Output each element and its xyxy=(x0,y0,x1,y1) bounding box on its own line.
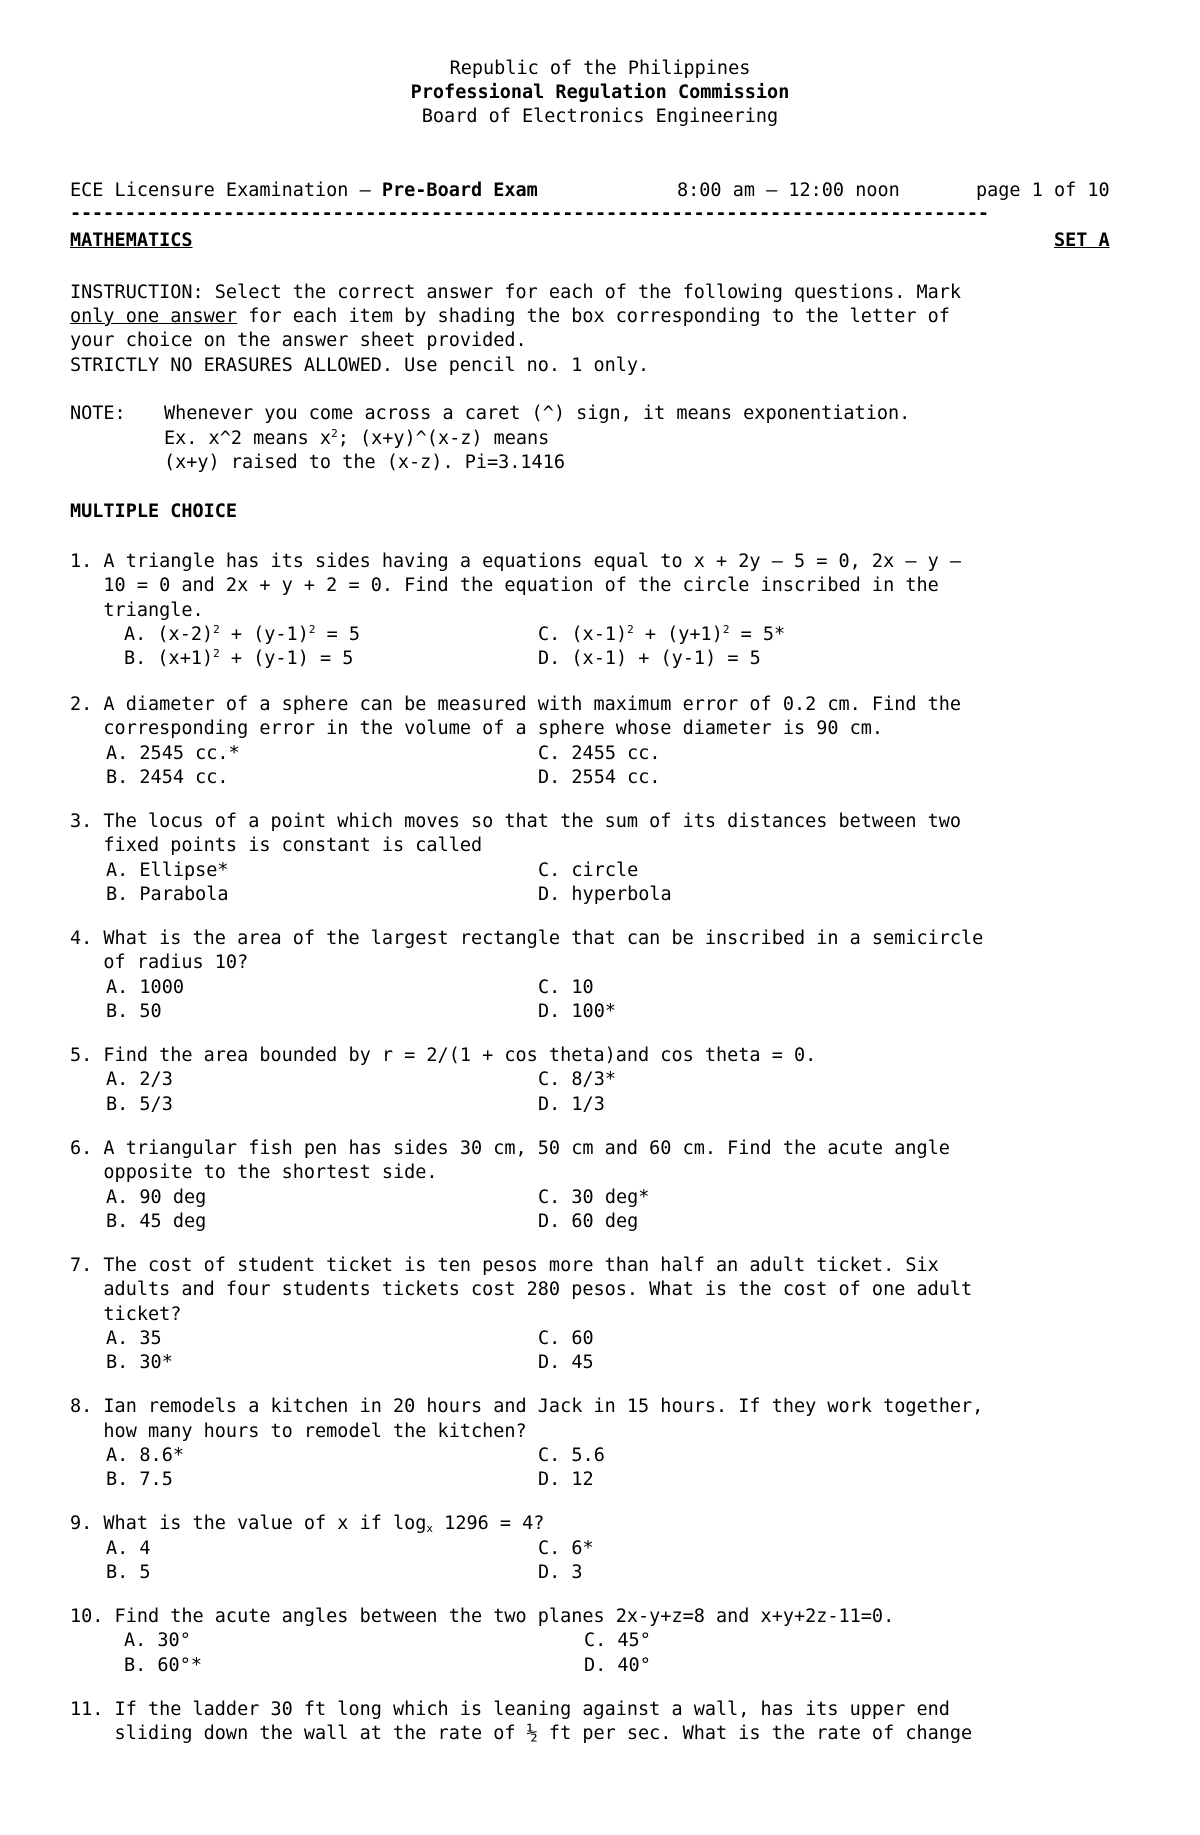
exam-name: ECE Licensure Examination – xyxy=(70,180,382,201)
question-text: 9. What is the value of x if log xyxy=(70,1513,427,1534)
note-example-rest: ; (x+y)^(x-z) means xyxy=(337,428,550,449)
question-text-line: ticket? xyxy=(70,1304,182,1325)
choice-a: A. 35 xyxy=(106,1328,162,1349)
choice-c xyxy=(538,624,785,645)
choice-text: + (y-1) = 5 xyxy=(219,648,354,669)
choice-b: B. 30* xyxy=(106,1352,173,1373)
question-text-line: how many hours to remodel the kitchen? xyxy=(70,1421,527,1442)
choice-a: A. 4 xyxy=(106,1538,151,1559)
instruction-line-3: your choice on the answer sheet provided. xyxy=(70,330,527,351)
choice-c: C. 5.6 xyxy=(538,1445,605,1466)
question-text-line: 5. Find the area bounded by r = 2/(1 + cos theta)and cos theta = 0. xyxy=(70,1045,817,1066)
question-text-line: of radius 10? xyxy=(70,952,249,973)
choice-text: + (y+1) xyxy=(633,624,723,645)
question-text-line: 3. The locus of a point which moves so that the sum of its distances between two xyxy=(70,811,962,832)
question-text-line: fixed points is constant is called xyxy=(70,835,483,856)
note-line-3: (x+y) raised to the (x-z). Pi=3.1416 xyxy=(164,452,565,473)
exam-type: Pre-Board Exam xyxy=(381,180,538,201)
choice-a xyxy=(124,624,360,645)
question-text-line: 1. A triangle has its sides having a equations equal to x + 2y – 5 = 0, 2x – y – xyxy=(70,551,962,572)
choice-a: A. 30° xyxy=(124,1630,191,1651)
question-text-line: opposite to the shortest side. xyxy=(70,1162,438,1183)
choice-a: A. 8.6* xyxy=(106,1445,184,1466)
subject-title: MATHEMATICS xyxy=(70,230,193,251)
question-text-line: 10 = 0 and 2x + y + 2 = 0. Find the equation of the circle inscribed in the xyxy=(70,575,939,596)
choice-text: B. (x+1) xyxy=(124,648,214,669)
choice-text: = 5* xyxy=(729,624,786,645)
choice-b: B. 7.5 xyxy=(106,1469,173,1490)
choice-d: D. 45 xyxy=(538,1352,594,1373)
instruction-line-4: STRICTLY NO ERASURES ALLOWED. Use pencil no. 1 only. xyxy=(70,355,650,376)
choice-text: C. (x-1) xyxy=(538,624,628,645)
question-text-line: 6. A triangular fish pen has sides 30 cm, 50 cm and 60 cm. Find the acute angle xyxy=(70,1138,950,1159)
choice-text: A. (x-2) xyxy=(124,624,214,645)
instruction-line-1: INSTRUCTION: Select the correct answer for each of the following questions. Mark xyxy=(70,282,962,303)
question-text-line: adults and four students tickets cost 280 pesos. What is the cost of one adult xyxy=(70,1279,973,1300)
header-board: Board of Electronics Engineering xyxy=(421,106,779,127)
section-title: MULTIPLE CHOICE xyxy=(70,501,238,522)
question-text-line: triangle. xyxy=(70,600,204,621)
note-example: Ex. x^2 means x xyxy=(164,428,332,449)
choice-a: A. Ellipse* xyxy=(106,860,229,881)
choice-c: C. 60 xyxy=(538,1328,594,1349)
choice-b: B. Parabola xyxy=(106,884,229,905)
choice-c: C. circle xyxy=(538,860,639,881)
note-exponent: 2 xyxy=(331,427,338,440)
choice-text: + (y-1) xyxy=(219,624,309,645)
choice-b xyxy=(124,648,353,669)
instruction-emphasis: only one answer xyxy=(70,306,238,327)
choice-b: B. 50 xyxy=(106,1001,162,1022)
exam-time: 8:00 am – 12:00 noon xyxy=(677,180,900,201)
choice-d: D. 1/3 xyxy=(538,1094,605,1115)
question-text: 1296 = 4? xyxy=(433,1513,545,1534)
choice-c: C. 10 xyxy=(538,977,594,998)
exam-title xyxy=(70,180,538,201)
header-republic: Republic of the Philippines xyxy=(449,58,751,79)
choice-d: D. 100* xyxy=(538,1001,616,1022)
dashed-separator: ------------------------------------------------------------------------------------ xyxy=(70,203,989,224)
note-line-2 xyxy=(164,428,549,449)
instruction-line-2-rest: for each item by shading the box corresponding to the letter of xyxy=(237,306,950,327)
choice-d: D. 2554 cc. xyxy=(538,767,661,788)
choice-b: B. 2454 cc. xyxy=(106,767,229,788)
question-text-line xyxy=(70,1513,544,1534)
choice-b: B. 60°* xyxy=(124,1655,202,1676)
choice-b: B. 5/3 xyxy=(106,1094,173,1115)
choice-a: A. 1000 xyxy=(106,977,184,998)
exponent: 2 xyxy=(627,623,634,636)
choice-c: C. 8/3* xyxy=(538,1069,616,1090)
question-text-line: sliding down the wall at the rate of ½ ft per sec. What is the rate of change xyxy=(70,1723,973,1744)
exponent: 2 xyxy=(213,623,220,636)
choice-d: D. 12 xyxy=(538,1469,594,1490)
choice-text: = 5 xyxy=(315,624,361,645)
question-text-line: 7. The cost of student ticket is ten pesos more than half an adult ticket. Six xyxy=(70,1255,939,1276)
choice-d: D. hyperbola xyxy=(538,884,672,905)
choice-d: D. (x-1) + (y-1) = 5 xyxy=(538,648,761,669)
question-text-line: 10. Find the acute angles between the two planes 2x-y+z=8 and x+y+2z-11=0. xyxy=(70,1606,895,1627)
choice-a: A. 90 deg xyxy=(106,1187,207,1208)
exponent: 2 xyxy=(213,647,220,660)
question-text-line: corresponding error in the volume of a sphere whose diameter is 90 cm. xyxy=(70,718,884,739)
question-text-line: 2. A diameter of a sphere can be measured with maximum error of 0.2 cm. Find the xyxy=(70,694,962,715)
choice-a: A. 2/3 xyxy=(106,1069,173,1090)
choice-c: C. 6* xyxy=(538,1538,594,1559)
question-text-line: 8. Ian remodels a kitchen in 20 hours and Jack in 15 hours. If they work together, xyxy=(70,1396,984,1417)
choice-c: C. 30 deg* xyxy=(538,1187,650,1208)
exponent: 2 xyxy=(722,623,730,636)
log-base: x xyxy=(426,1522,434,1535)
note-line-1: Whenever you come across a caret (^) sign, it means exponentiation. xyxy=(164,403,911,424)
choice-d: D. 60 deg xyxy=(538,1211,639,1232)
choice-b: B. 45 deg xyxy=(106,1211,207,1232)
question-text-line: 4. What is the area of the largest rectangle that can be inscribed in a semicircle xyxy=(70,928,984,949)
choice-c: C. 45° xyxy=(584,1630,651,1651)
instruction-line-2 xyxy=(70,306,950,327)
set-label: SET A xyxy=(1054,230,1110,251)
page-number: page 1 of 10 xyxy=(976,180,1110,201)
choice-b: B. 5 xyxy=(106,1562,151,1583)
choice-d: D. 40° xyxy=(584,1655,651,1676)
question-text-line: 11. If the ladder 30 ft long which is leaning against a wall, has its upper end xyxy=(70,1699,950,1720)
choice-d: D. 3 xyxy=(538,1562,583,1583)
exponent: 2 xyxy=(308,623,316,636)
choice-c: C. 2455 cc. xyxy=(538,743,661,764)
choice-a: A. 2545 cc.* xyxy=(106,743,240,764)
header-prc: Professional Regulation Commission xyxy=(410,82,790,103)
note-label: NOTE: xyxy=(70,403,126,424)
